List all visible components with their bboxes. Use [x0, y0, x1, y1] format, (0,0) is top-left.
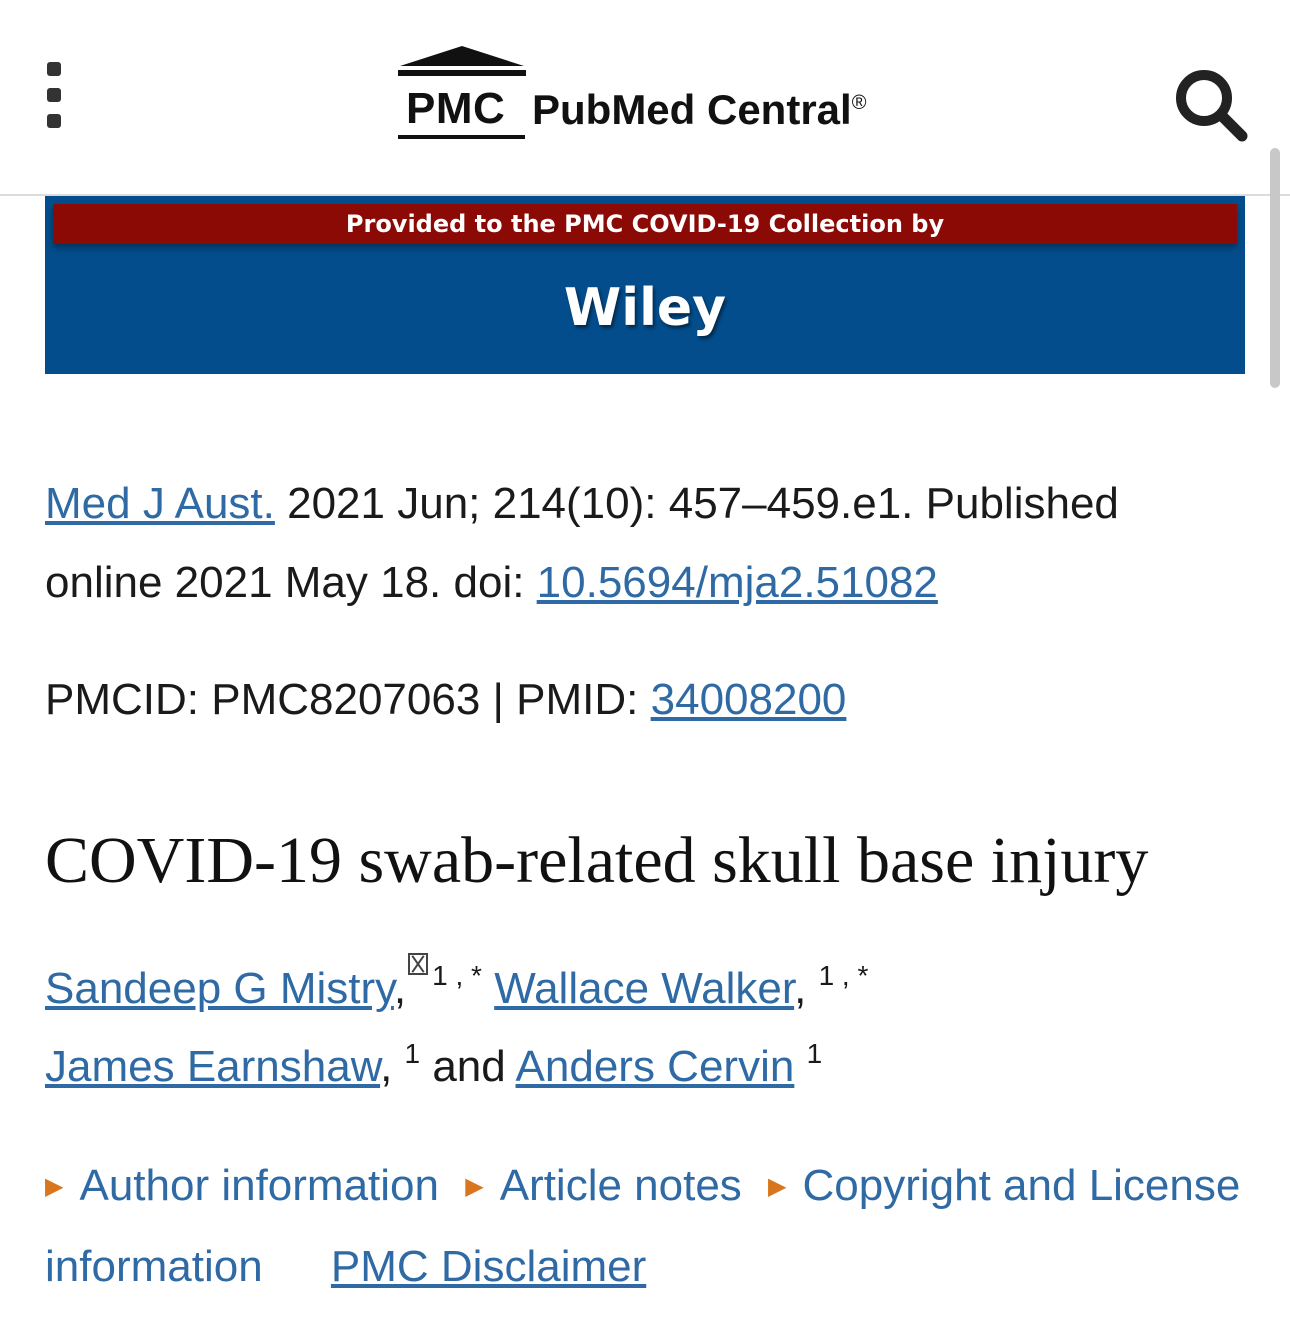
- pmc-disclaimer-link[interactable]: PMC Disclaimer: [330, 1242, 647, 1291]
- article-ids: [45, 660, 1245, 739]
- logo-underline: [398, 135, 525, 139]
- banner-publisher: Wiley: [563, 278, 727, 338]
- expand-triangle-icon: ▶: [768, 1173, 787, 1200]
- author-link[interactable]: James Earnshaw: [45, 1042, 381, 1091]
- journal-link[interactable]: Med J Aust.: [45, 479, 275, 528]
- vertical-dots-menu-icon[interactable]: [40, 62, 68, 128]
- pmid-link[interactable]: 34008200: [650, 675, 847, 724]
- copyright-license-toggle[interactable]: Copyright and License information: [45, 1161, 1241, 1291]
- email-icon[interactable]: [408, 953, 428, 975]
- author-link[interactable]: Anders Cervin: [515, 1042, 795, 1091]
- author-link[interactable]: Sandeep G Mistry: [45, 964, 394, 1013]
- covid-collection-banner[interactable]: [45, 196, 1245, 374]
- article-info-links: [45, 1146, 1255, 1307]
- pmcid-text: PMCID: PMC8207063 | PMID:: [45, 675, 651, 724]
- expand-triangle-icon: ▶: [465, 1173, 484, 1200]
- author-affiliation: 1: [806, 1038, 823, 1069]
- author-conjunction: and: [432, 1042, 506, 1091]
- search-icon[interactable]: [1172, 66, 1250, 144]
- building-roof-icon: [398, 44, 528, 80]
- logo-name: PubMed Central®: [532, 86, 867, 133]
- doi-link[interactable]: 10.5694/mja2.51082: [536, 558, 938, 607]
- menu-dot: [47, 88, 61, 102]
- author-affiliation: 1: [404, 1038, 421, 1069]
- registered-mark: ®: [851, 92, 867, 114]
- author-affiliation: 1 , *: [432, 960, 482, 991]
- author-information-toggle[interactable]: Author information: [79, 1161, 439, 1210]
- page-scrollbar[interactable]: [1270, 148, 1280, 388]
- citation-details: 2021 Jun; 214(10): 457–459.e1. Published online 2021 May 18. doi:: [45, 479, 1119, 607]
- article-notes-toggle[interactable]: Article notes: [499, 1161, 742, 1210]
- author-link[interactable]: Wallace Walker: [494, 964, 795, 1013]
- banner-provided-text: Provided to the PMC COVID-19 Collection by: [53, 204, 1237, 244]
- author-list: Sandeep G Mistry, $^{1 , *}$ Wallace Walker, $^{1 , *}$ James Earnshaw, $^1$ and Anders Cervin $^1$: [45, 950, 1245, 1106]
- top-header: [0, 0, 1290, 196]
- logo-abbreviation: PMC: [406, 84, 506, 133]
- menu-dot: [47, 114, 61, 128]
- menu-dot: [47, 62, 61, 76]
- citation: [45, 464, 1245, 622]
- article-title: COVID-19 swab-related skull base injury: [45, 824, 1149, 897]
- expand-triangle-icon: ▶: [45, 1173, 64, 1200]
- author-affiliation: 1 , *: [818, 960, 869, 991]
- pmc-logo[interactable]: [398, 44, 898, 144]
